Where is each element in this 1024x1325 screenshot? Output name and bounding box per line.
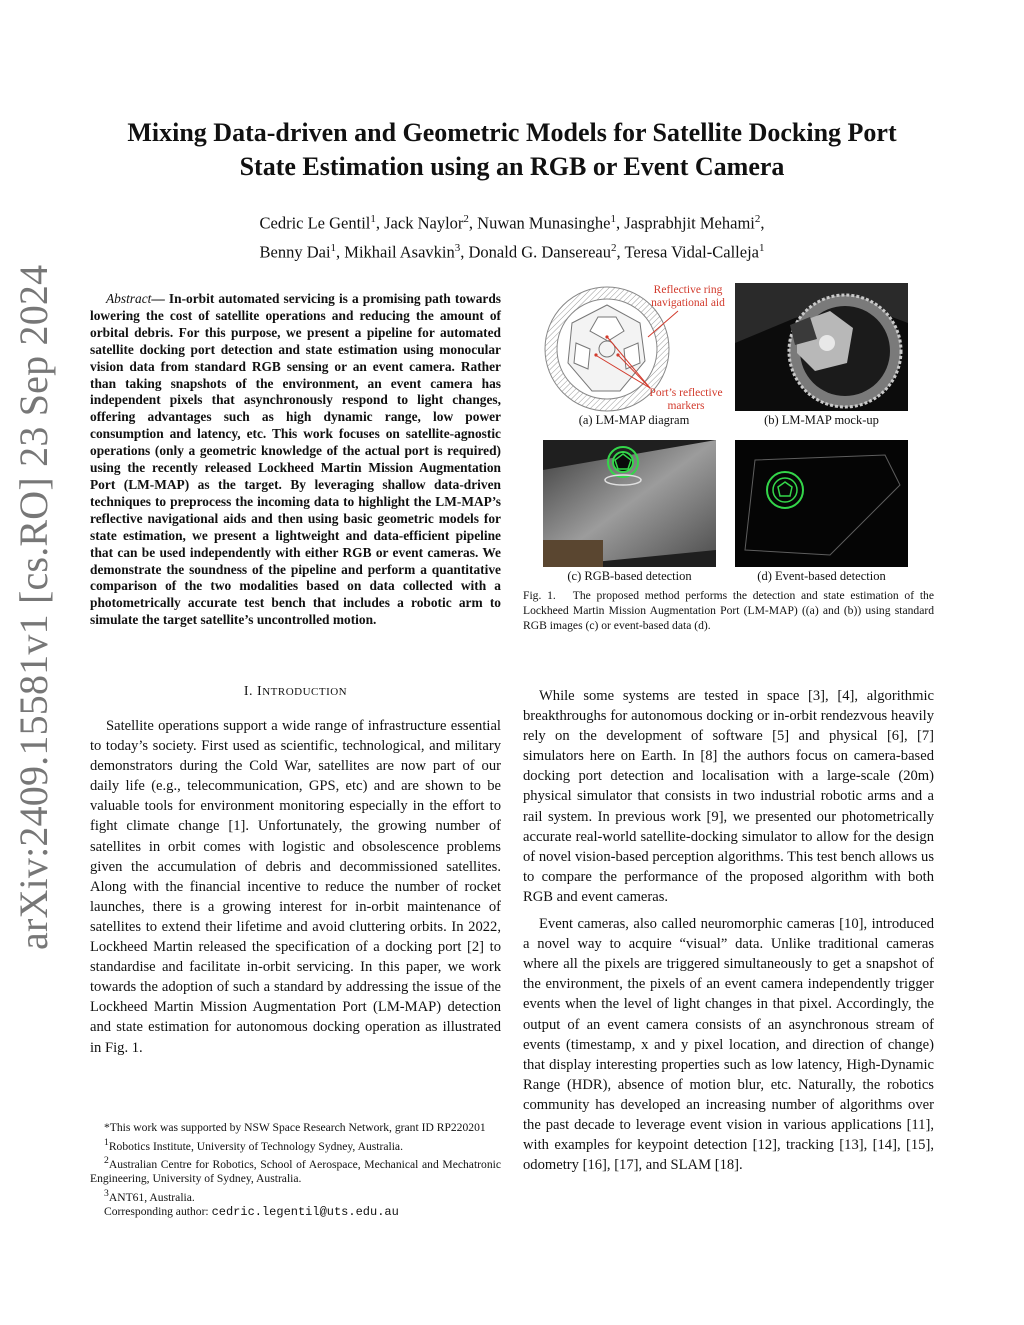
- title-line-1: Mixing Data-driven and Geometric Models for Satellite Docking Port: [127, 118, 897, 147]
- affiliation-mark: 1: [370, 213, 376, 225]
- affiliation-mark: 2: [463, 213, 469, 225]
- rgb-detection-illustration: [543, 440, 716, 567]
- paragraph: While some systems are tested in space [3], [4], algorithmic breakthroughs for autonomous docking or in-orbit rendezvous heavily rely on the development of software [5] and physical [6], [7] simulators here on Earth. In [8] the authors focus on camera-based docking port detection and localisation with a large-scale (20m) physical simulator that consists in two industrial robotic arms and a rail system. In previous work [9], we presented our photometrically accurate real-world satellite-docking simulator to allow for the design of novel vision-based perception algorithms. This test bench allows us to compare the performance of the proposed algorithm with both RGB and event cameras.: [523, 688, 934, 905]
- footnote-funding: *This work was supported by NSW Space Research Network, grant ID RP220201: [104, 1121, 486, 1134]
- footnote-mark: 3: [104, 1187, 109, 1199]
- caption-text: The proposed method performs the detection and state estimation of the Lockheed Martin Mission Augmentation Port (LM-MAP) ((a) and (b)) using standard RGB images (c) or event-based data (d).: [523, 589, 934, 632]
- affiliation-mark: 2: [611, 241, 617, 254]
- author: Cedric Le Gentil: [259, 213, 371, 233]
- abstract-text: In-orbit automated servicing is a promising path towards lowering the cost of satellite operations and reducing the amount of orbital debris. For this purpose, we present a pipeline for automated satellite docking port detection and state estimation using monocular vision data from standard RGB sensing or an event camera. Rather than taking snapshots of the environment, an event camera has independent pixels that asynchronously respond to light changes, offering advantages such as high dynamic range, low power consumption and latency, etc. This work focuses on satellite-agnostic operations (only a geometric knowledge of the actual port is required) using the recently released Lockheed Martin Mission Augmentation Port (LM-MAP) as the target. By leveraging shallow data-driven techniques to preprocess the incoming data to highlight the LM-MAP’s reflective navigational aids and then using basic geometric models for state estimation, we present a lightweight and data-efficient pipeline that can be used independently with either RGB or event cameras. We demonstrate the soundness of the pipeline and perform a quantitative comparison of the two modalities based on data collected with a photometrically accurate test bench that includes a robotic arm to simulate the target satellite’s uncontrolled motion.: [90, 291, 501, 628]
- authors-line-1: Cedric Le Gentil$^1$, Jack Naylor$^2$, Nuwan Munasinghe$^1$, Jasprabhjit Mehami$^2$,: [259, 213, 765, 233]
- footnote-mark: 2: [104, 1154, 109, 1166]
- author: Benny Dai: [259, 242, 331, 261]
- section-title-rest: NTRODUCTION: [262, 686, 348, 698]
- subcaption-d: (d) Event-based detection: [757, 569, 886, 583]
- column-2-body: [523, 686, 934, 1175]
- author: Jack Naylor: [384, 213, 464, 233]
- author: Jasprabhjit Mehami: [624, 213, 755, 233]
- affiliation-mark: 2: [754, 213, 761, 225]
- mockup-photo-illustration: [735, 283, 908, 411]
- author: Donald G. Dansereau: [468, 242, 611, 261]
- annotation-reflective-ring: Reflective ring navigational aid: [651, 284, 725, 309]
- author: Nuwan Munasinghe: [477, 213, 611, 233]
- footnote-corresponding: Corresponding author: cedric.legentil@uts.edu.au: [104, 1205, 399, 1220]
- caption-label: Fig. 1.: [523, 589, 556, 602]
- footnote-mark: 1: [104, 1136, 109, 1148]
- section-number: I.: [243, 684, 254, 699]
- paper-title: [60, 116, 964, 184]
- subcaption-b: (b) LM-MAP mock-up: [764, 413, 879, 427]
- author-list: [120, 207, 904, 264]
- arxiv-identifier: arXiv:2409.15581v1 [cs.RO] 23 Sep 2024: [11, 264, 56, 950]
- affiliation-mark: 1: [330, 241, 337, 254]
- figure-1-caption: [523, 588, 934, 633]
- subcaption-c: (c) RGB-based detection: [567, 569, 692, 583]
- annotation-reflective-markers: Port’s reflective markers: [649, 387, 723, 412]
- abstract: Abstract— In-orbit automated servicing is a promising path towards lowering the cost of satellite operations and reducing the amount of orbital debris. For this purpose, we present a pipeline for automated satellite docking port detection and state estimation using monocular vision data from standard RGB sensing or an event camera. Rather than taking snapshots of the environment, an event camera has independent pixels that asynchronously respond to light changes, offering advantages such as high dynamic range, low power consumption and latency, etc. This work focuses on satellite-agnostic operations (only a geometric knowledge of the actual port is required) using the recently released Lockheed Martin Mission Augmentation Port (LM-MAP) as the target. By leveraging shallow data-driven techniques to preprocess the incoming data to highlight the LM-MAP’s reflective navigational aids and then using basic geometric models for state estimation, we present a lightweight and data-efficient pipeline that can be used independently with either RGB or event cameras. We demonstrate the soundness of the pipeline and perform a quantitative comparison of the two modalities based on data collected with a photometrically accurate test bench that includes a robotic arm to simulate the target satellite’s uncontrolled motion.: [90, 291, 501, 628]
- figure-1b-mockup-photo: [735, 283, 908, 411]
- paragraph: Event cameras, also called neuromorphic cameras [10], introduced a novel way to acquire “visual” data. Unlike traditional cameras where all the pixels are triggered simultaneously to get a snapshot of the environment, the pixels of an event camera independently trigger events when the level of light changes in that pixel. Accordingly, the output of an event camera consists of an asynchronous stream of events (timestamp, x and y pixel location, and direction of change) that display interesting properties such as low latency, High-Dynamic Range (HDR), absence of motion blur, etc. Naturally, the robotics community has developed an increasing number of algorithms over the past decade to leverage event vision in various applications [11], with examples for keypoint detection [12], tracking [13], [14], [15], odometry [16], [17], and SLAM [18].: [523, 916, 934, 1174]
- author: Teresa Vidal-Calleja: [624, 242, 759, 261]
- figure-1c-rgb-detection: [543, 440, 716, 567]
- paragraph: Satellite operations support a wide range of infrastructure essential to today’s society. First used as scientific, technological, and military demonstrators during the Cold War, satellites are now part of our daily life (e.g., telecommunication, GPS, etc) and are shown to be valuable tools for environment monitoring especially in the effort to fight climate change [1]. Unfortunately, the growing number of satellites in orbit comes with logistic and obsolescence problems given the accumulation of debris and decommissioned satellites. Along with the financial incentive to reduce the number of rocket launches, there is a growing interest for in-orbit maintenance of satellites to extend their lifetime and avoid cluttering orbits. In 2022, Lockheed Martin released the specification of a docking port [2] to standardise and facilitate in-orbit servicing. In this paper, we work towards the adoption of such a standard by addressing the issue of the Lockheed Martin Mission Augmentation Port (LM-MAP) detection and state estimation for autonomous docking operation as illustrated in Fig. 1.: [90, 718, 501, 1056]
- figure-1d-event-detection: [735, 440, 908, 567]
- abstract-label: Abstract: [106, 291, 152, 306]
- affiliation-mark: 1: [758, 241, 765, 254]
- section-heading-introduction: [90, 684, 501, 700]
- subcaption-a: (a) LM-MAP diagram: [578, 413, 690, 427]
- event-detection-illustration: [735, 440, 908, 567]
- column-1-body: [90, 716, 501, 1058]
- footnote-affiliation-1: $^1$Robotics Institute, University of Technology Sydney, Australia.: [104, 1136, 403, 1153]
- footnote-affiliation-2: $^2$Australian Centre for Robotics, School of Aerospace, Mechanical and Mechatronic Engineering, University of Sydney, Australia.: [90, 1154, 501, 1186]
- section-title-initial: I: [257, 684, 263, 699]
- corresponding-email[interactable]: cedric.legentil@uts.edu.au: [211, 1205, 399, 1220]
- authors-line-2: Benny Dai$^1$, Mikhail Asavkin$^3$, Donald G. Dansereau$^2$, Teresa Vidal-Calleja$^1$: [259, 241, 765, 261]
- affiliation-mark: 3: [454, 241, 461, 254]
- footnote-affiliation-3: $^3$ANT61, Australia.: [104, 1187, 195, 1204]
- affiliation-mark: 1: [610, 213, 617, 225]
- title-line-2: State Estimation using an RGB or Event Camera: [239, 152, 785, 181]
- figure-1a-diagram: [540, 283, 728, 413]
- author: Mikhail Asavkin: [344, 242, 455, 261]
- footnotes: [90, 1121, 501, 1220]
